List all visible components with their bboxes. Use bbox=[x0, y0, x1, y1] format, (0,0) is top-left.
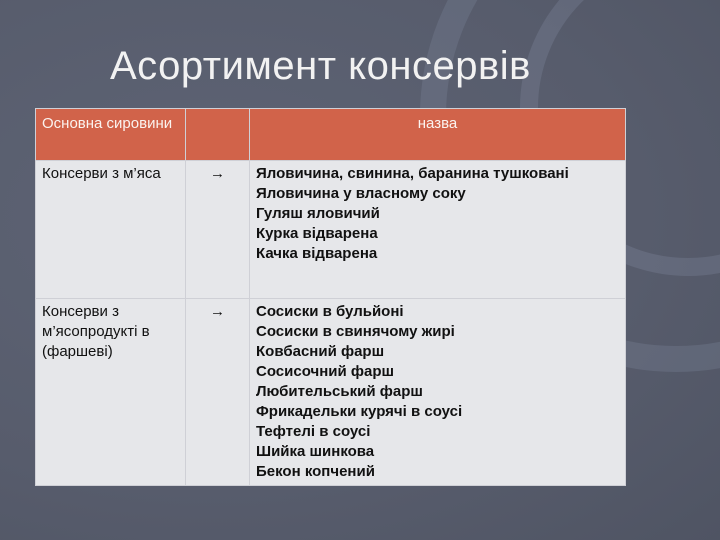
list-item: Яловичина, свинина, баранина тушковані bbox=[256, 165, 569, 182]
list-item: Фрикадельки курячі в соусі bbox=[256, 403, 463, 420]
list-item: Любительський фарш bbox=[256, 383, 423, 400]
category-cell: Консерви з м’яса bbox=[36, 161, 186, 299]
list-item: Сосиски в свинячому жирі bbox=[256, 323, 455, 340]
list-item: Курка відварена bbox=[256, 225, 378, 242]
list-item: Шийка шинкова bbox=[256, 443, 375, 460]
table-row bbox=[36, 299, 626, 486]
slide-title: Асортимент консервів bbox=[110, 44, 531, 88]
header-raw-material: Основна сировини bbox=[36, 109, 186, 161]
header-arrow-column bbox=[186, 109, 250, 161]
list-item: Бекон копчений bbox=[256, 463, 375, 480]
items-cell bbox=[250, 161, 626, 299]
list-item: Ковбасний фарш bbox=[256, 343, 385, 360]
list-item: Сосиски в бульйоні bbox=[256, 303, 404, 320]
header-name: назва bbox=[250, 109, 626, 161]
arrow-icon: → bbox=[186, 161, 250, 299]
list-item: Сосисочний фарш bbox=[256, 363, 395, 380]
items-cell bbox=[250, 299, 626, 486]
table-row bbox=[36, 161, 626, 299]
arrow-icon: → bbox=[186, 299, 250, 486]
list-item: Качка відварена bbox=[256, 245, 378, 262]
list-item: Яловичина у власному соку bbox=[256, 185, 466, 202]
category-cell: Консерви з м’ясопродукті в (фаршеві) bbox=[36, 299, 186, 486]
list-item: Тефтелі в соусі bbox=[256, 423, 371, 440]
assortment-table bbox=[35, 108, 626, 486]
list-item: Гуляш яловичий bbox=[256, 205, 380, 222]
table-header-row bbox=[36, 109, 626, 161]
